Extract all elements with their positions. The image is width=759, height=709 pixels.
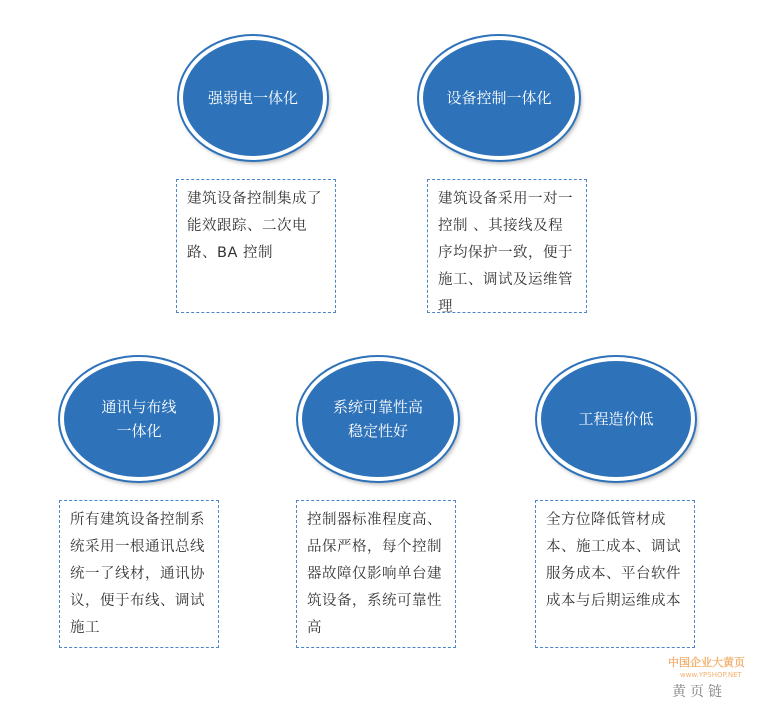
feature-description: 全方位降低管材成本、施工成本、调试服务成本、平台软件成本与后期运维成本 <box>546 512 681 609</box>
feature-title: 系统可靠性高 稳定性好 <box>332 398 423 440</box>
feature-circle-reliability <box>298 357 458 481</box>
feature-circle-device-control <box>419 36 579 160</box>
feature-description: 控制器标准程度高、品保严格，每个控制器故障仅影响单台建筑设备，系统可靠性高 <box>307 512 442 636</box>
feature-title: 工程造价低 <box>578 410 654 428</box>
feature-description: 建筑设备控制集成了能效跟踪、二次电路、BA 控制 <box>187 191 322 261</box>
watermark-text: 中国企业大黄页 <box>668 656 745 669</box>
feature-title: 强弱电一体化 <box>207 89 298 107</box>
feature-circle-power-integration <box>179 36 327 160</box>
feature-description-box <box>427 179 587 313</box>
feature-description-box <box>296 500 456 648</box>
feature-description: 所有建筑设备控制系统采用一根通讯总线统一了线材，通讯协议，便于布线、调试施工 <box>70 512 205 636</box>
feature-description: 建筑设备采用一对一控制 、其接线及程序均保护一致，便于施工、调试及运维管理 <box>438 191 573 315</box>
feature-title: 设备控制一体化 <box>446 89 552 107</box>
feature-description-box <box>535 500 695 648</box>
feature-circle-communication-wiring <box>60 357 218 481</box>
feature-title: 通讯与布线 一体化 <box>101 398 177 440</box>
feature-description-box <box>176 179 336 313</box>
feature-circle-low-cost <box>537 357 695 481</box>
feature-description-box <box>59 500 219 648</box>
watermark-url: www.YPSHOP.NET <box>680 671 742 679</box>
watermark-brand: 黄页链 <box>672 684 726 700</box>
